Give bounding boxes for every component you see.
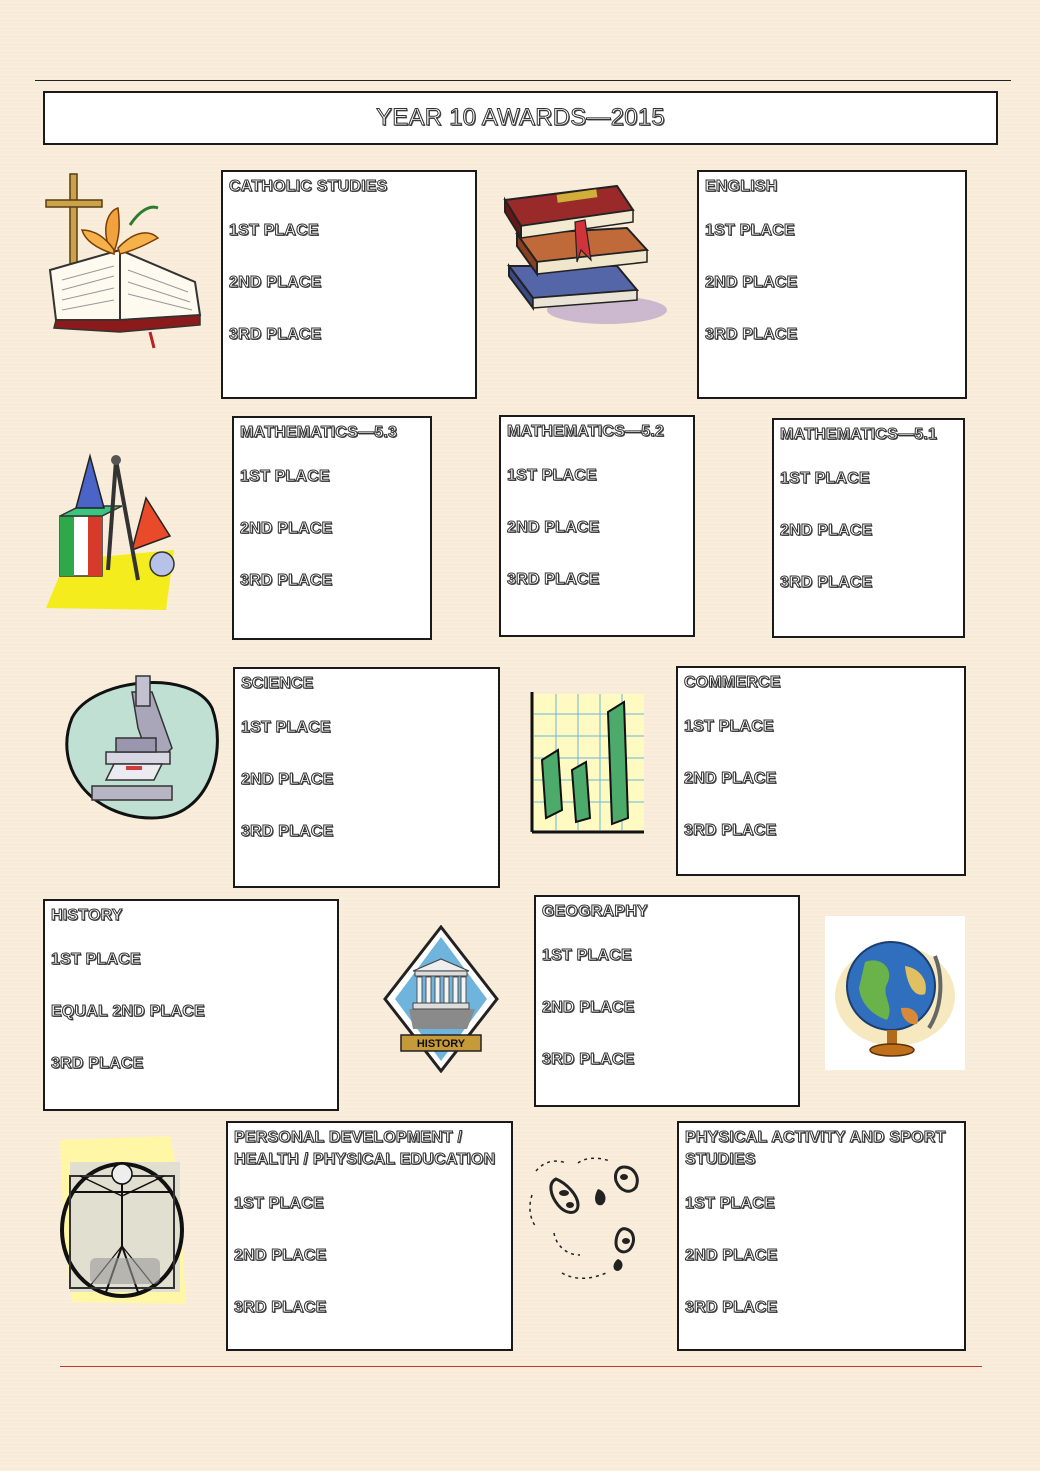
- award-box-commerce: [676, 666, 966, 876]
- award-place-3: 3RD PLACE: [685, 1299, 778, 1316]
- award-place-3: 3RD PLACE: [229, 326, 322, 343]
- award-box-history: [43, 899, 339, 1111]
- award-place-3: 3RD PLACE: [684, 822, 777, 839]
- award-place-3: 3RD PLACE: [241, 823, 334, 840]
- bottom-rule: [60, 1366, 982, 1367]
- award-box-catholic-studies: [221, 170, 477, 399]
- bar-chart-icon: [528, 690, 646, 838]
- award-place-3: 3RD PLACE: [705, 326, 798, 343]
- footprints-icon: [526, 1155, 646, 1285]
- award-box-english: [697, 170, 967, 399]
- award-place-3: 3RD PLACE: [234, 1299, 327, 1316]
- award-place-1: 1ST PLACE: [542, 947, 632, 964]
- award-place-1: 1ST PLACE: [240, 468, 330, 485]
- award-place-3: 3RD PLACE: [507, 571, 600, 588]
- award-place-1: 1ST PLACE: [229, 222, 319, 239]
- award-box-geography: [534, 895, 800, 1107]
- award-subject: COMMERCE: [684, 674, 781, 691]
- award-place-2: 2ND PLACE: [229, 274, 322, 291]
- award-subject: ENGLISH: [705, 178, 778, 195]
- award-subject: MATHEMATICS—5.2: [507, 423, 665, 440]
- award-box-science: [233, 667, 500, 888]
- books-stack-icon: [497, 170, 669, 330]
- award-place-1: 1ST PLACE: [234, 1195, 324, 1212]
- award-subject: MATHEMATICS—5.1: [780, 426, 938, 443]
- vitruvian-man-icon: [50, 1136, 190, 1306]
- award-place-2: EQUAL 2ND PLACE: [51, 1003, 205, 1020]
- award-place-1: 1ST PLACE: [241, 719, 331, 736]
- award-place-1: 1ST PLACE: [780, 470, 870, 487]
- page-title: YEAR 10 AWARDS—2015: [376, 104, 665, 131]
- award-subject: MATHEMATICS—5.3: [240, 424, 398, 441]
- award-place-2: 2ND PLACE: [234, 1247, 327, 1264]
- globe-icon: [825, 916, 965, 1070]
- award-place-1: 1ST PLACE: [685, 1195, 775, 1212]
- award-box-pass: [677, 1121, 966, 1351]
- award-place-2: 2ND PLACE: [780, 522, 873, 539]
- title-banner: [43, 91, 998, 145]
- award-place-1: 1ST PLACE: [684, 718, 774, 735]
- award-place-2: 2ND PLACE: [241, 771, 334, 788]
- award-subject: PERSONAL DEVELOPMENT / HEALTH / PHYSICAL EDUCATION: [234, 1129, 496, 1168]
- award-box-mathematics-5-2: [499, 415, 695, 637]
- award-place-2: 2ND PLACE: [685, 1247, 778, 1264]
- parthenon-history-icon: [383, 925, 499, 1073]
- award-place-3: 3RD PLACE: [542, 1051, 635, 1068]
- award-subject: CATHOLIC STUDIES: [229, 178, 388, 195]
- award-subject: HISTORY: [51, 907, 123, 924]
- award-place-2: 2ND PLACE: [684, 770, 777, 787]
- history-badge-label: HISTORY: [416, 1038, 466, 1050]
- bible-cross-icon: [40, 170, 212, 352]
- award-box-mathematics-5-3: [232, 416, 432, 640]
- award-subject: GEOGRAPHY: [542, 903, 648, 920]
- award-box-mathematics-5-1: [772, 418, 965, 638]
- geometry-shapes-icon: [46, 450, 176, 615]
- award-subject: PHYSICAL ACTIVITY AND SPORT STUDIES: [685, 1129, 946, 1168]
- award-subject: SCIENCE: [241, 675, 314, 692]
- award-place-2: 2ND PLACE: [542, 999, 635, 1016]
- award-place-2: 2ND PLACE: [240, 520, 333, 537]
- award-place-3: 3RD PLACE: [240, 572, 333, 589]
- award-box-pdhpe: [226, 1121, 513, 1351]
- award-place-3: 3RD PLACE: [51, 1055, 144, 1072]
- award-place-3: 3RD PLACE: [780, 574, 873, 591]
- award-place-2: 2ND PLACE: [507, 519, 600, 536]
- award-place-1: 1ST PLACE: [51, 951, 141, 968]
- award-place-2: 2ND PLACE: [705, 274, 798, 291]
- top-rule: [35, 80, 1011, 81]
- microscope-icon: [52, 668, 224, 830]
- award-place-1: 1ST PLACE: [507, 467, 597, 484]
- award-place-1: 1ST PLACE: [705, 222, 795, 239]
